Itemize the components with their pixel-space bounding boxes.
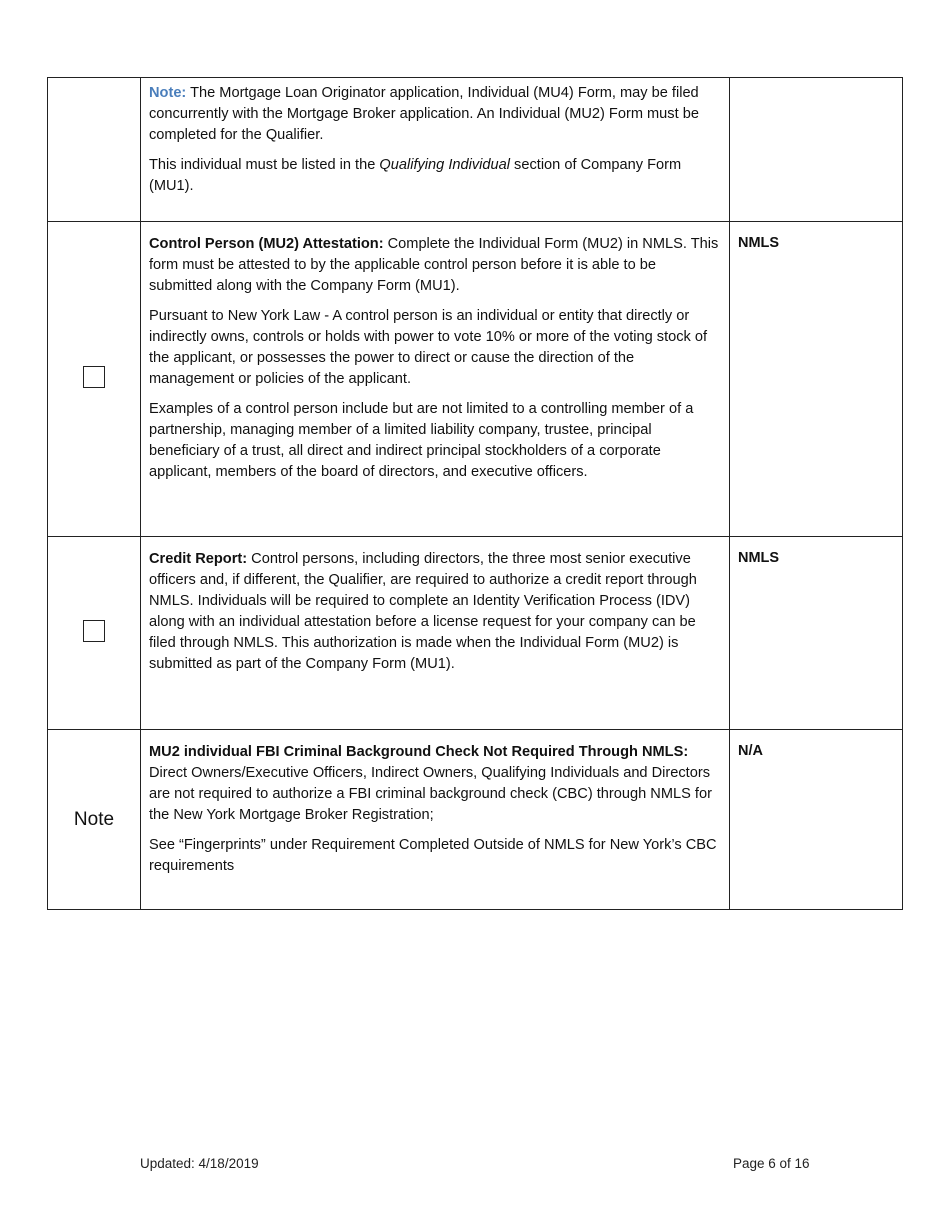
note-label: Note:	[149, 85, 187, 101]
table-row	[48, 730, 903, 910]
row-description	[141, 222, 730, 537]
paragraph	[149, 549, 721, 675]
table-row	[48, 537, 903, 730]
checkbox-icon[interactable]	[83, 366, 105, 388]
table-row	[48, 222, 903, 537]
row-marker-cell	[48, 222, 141, 537]
note-marker: Note	[73, 808, 115, 830]
footer-page-number: Page 6 of 16	[733, 1156, 810, 1171]
emphasis-text: Qualifying Individual	[379, 157, 510, 173]
paragraph: Pursuant to New York Law - A control person is an individual or entity that directly or indirectly owns, controls or holds with power to vote 10% or more of the voting stock of the applicant, or possesses the power to direct or cause the direction of the management or policies of the applicant.	[149, 308, 708, 387]
paragraph-text: The Mortgage Loan Originator application, Individual (MU4) Form, may be filed concurrently with the Mortgage Broker application. An Individual (MU2) Form must be completed for the Qualifier.	[149, 85, 699, 143]
row-source: NMLS	[730, 537, 903, 730]
row-description	[141, 730, 730, 910]
paragraph-text: This individual must be listed in the	[149, 157, 380, 173]
item-heading: MU2 individual FBI Criminal Background Check Not Required Through NMLS:	[149, 744, 689, 760]
paragraph-text: Complete the Individual Form (MU2) in NMLS. This form must be attested to by the applicable control person before it is able to be submitted along with the Company Form (MU1).	[149, 236, 719, 294]
paragraph: Examples of a control person include but are not limited to a controlling member of a partnership, managing member of a limited liability company, trustee, principal beneficiary of a trust, all direct and indirect principal stockholders of a corporate applicant, members of the board of directors, and executive officers.	[149, 401, 694, 480]
paragraph	[149, 155, 721, 197]
paragraph	[149, 83, 721, 146]
row-description	[141, 537, 730, 730]
row-source	[730, 78, 903, 222]
requirements-table	[47, 77, 903, 910]
row-marker-cell	[48, 537, 141, 730]
row-marker-cell	[48, 78, 141, 222]
paragraph: See “Fingerprints” under Requirement Completed Outside of NMLS for New York’s CBC requirements	[149, 837, 717, 874]
paragraph-text: Direct Owners/Executive Officers, Indirect Owners, Qualifying Individuals and Directors are not required to authorize a FBI criminal background check (CBC) through NMLS for the New York Mortgage Broker Registration;	[149, 765, 712, 823]
row-description	[141, 78, 730, 222]
paragraph-text: Control persons, including directors, the three most senior executive officers and, if different, the Qualifier, are required to authorize a credit report through NMLS. Individuals will be required to complete an Identity Verification Process (IDV) along with an individual attestation before a license request for your company can be filed through NMLS. This authorization is made when the Individual Form (MU2) is submitted as part of the Company Form (MU1).	[149, 551, 697, 672]
item-heading: Credit Report:	[149, 551, 248, 567]
row-marker-cell	[48, 730, 141, 910]
paragraph	[149, 234, 721, 297]
row-source: N/A	[730, 730, 903, 910]
footer-updated: Updated: 4/18/2019	[140, 1156, 259, 1171]
table-row	[48, 78, 903, 222]
row-source: NMLS	[730, 222, 903, 537]
item-heading: Control Person (MU2) Attestation:	[149, 236, 384, 252]
paragraph-text: section of Company Form (MU1).	[149, 157, 682, 194]
paragraph	[149, 742, 721, 826]
checkbox-icon[interactable]	[83, 620, 105, 642]
